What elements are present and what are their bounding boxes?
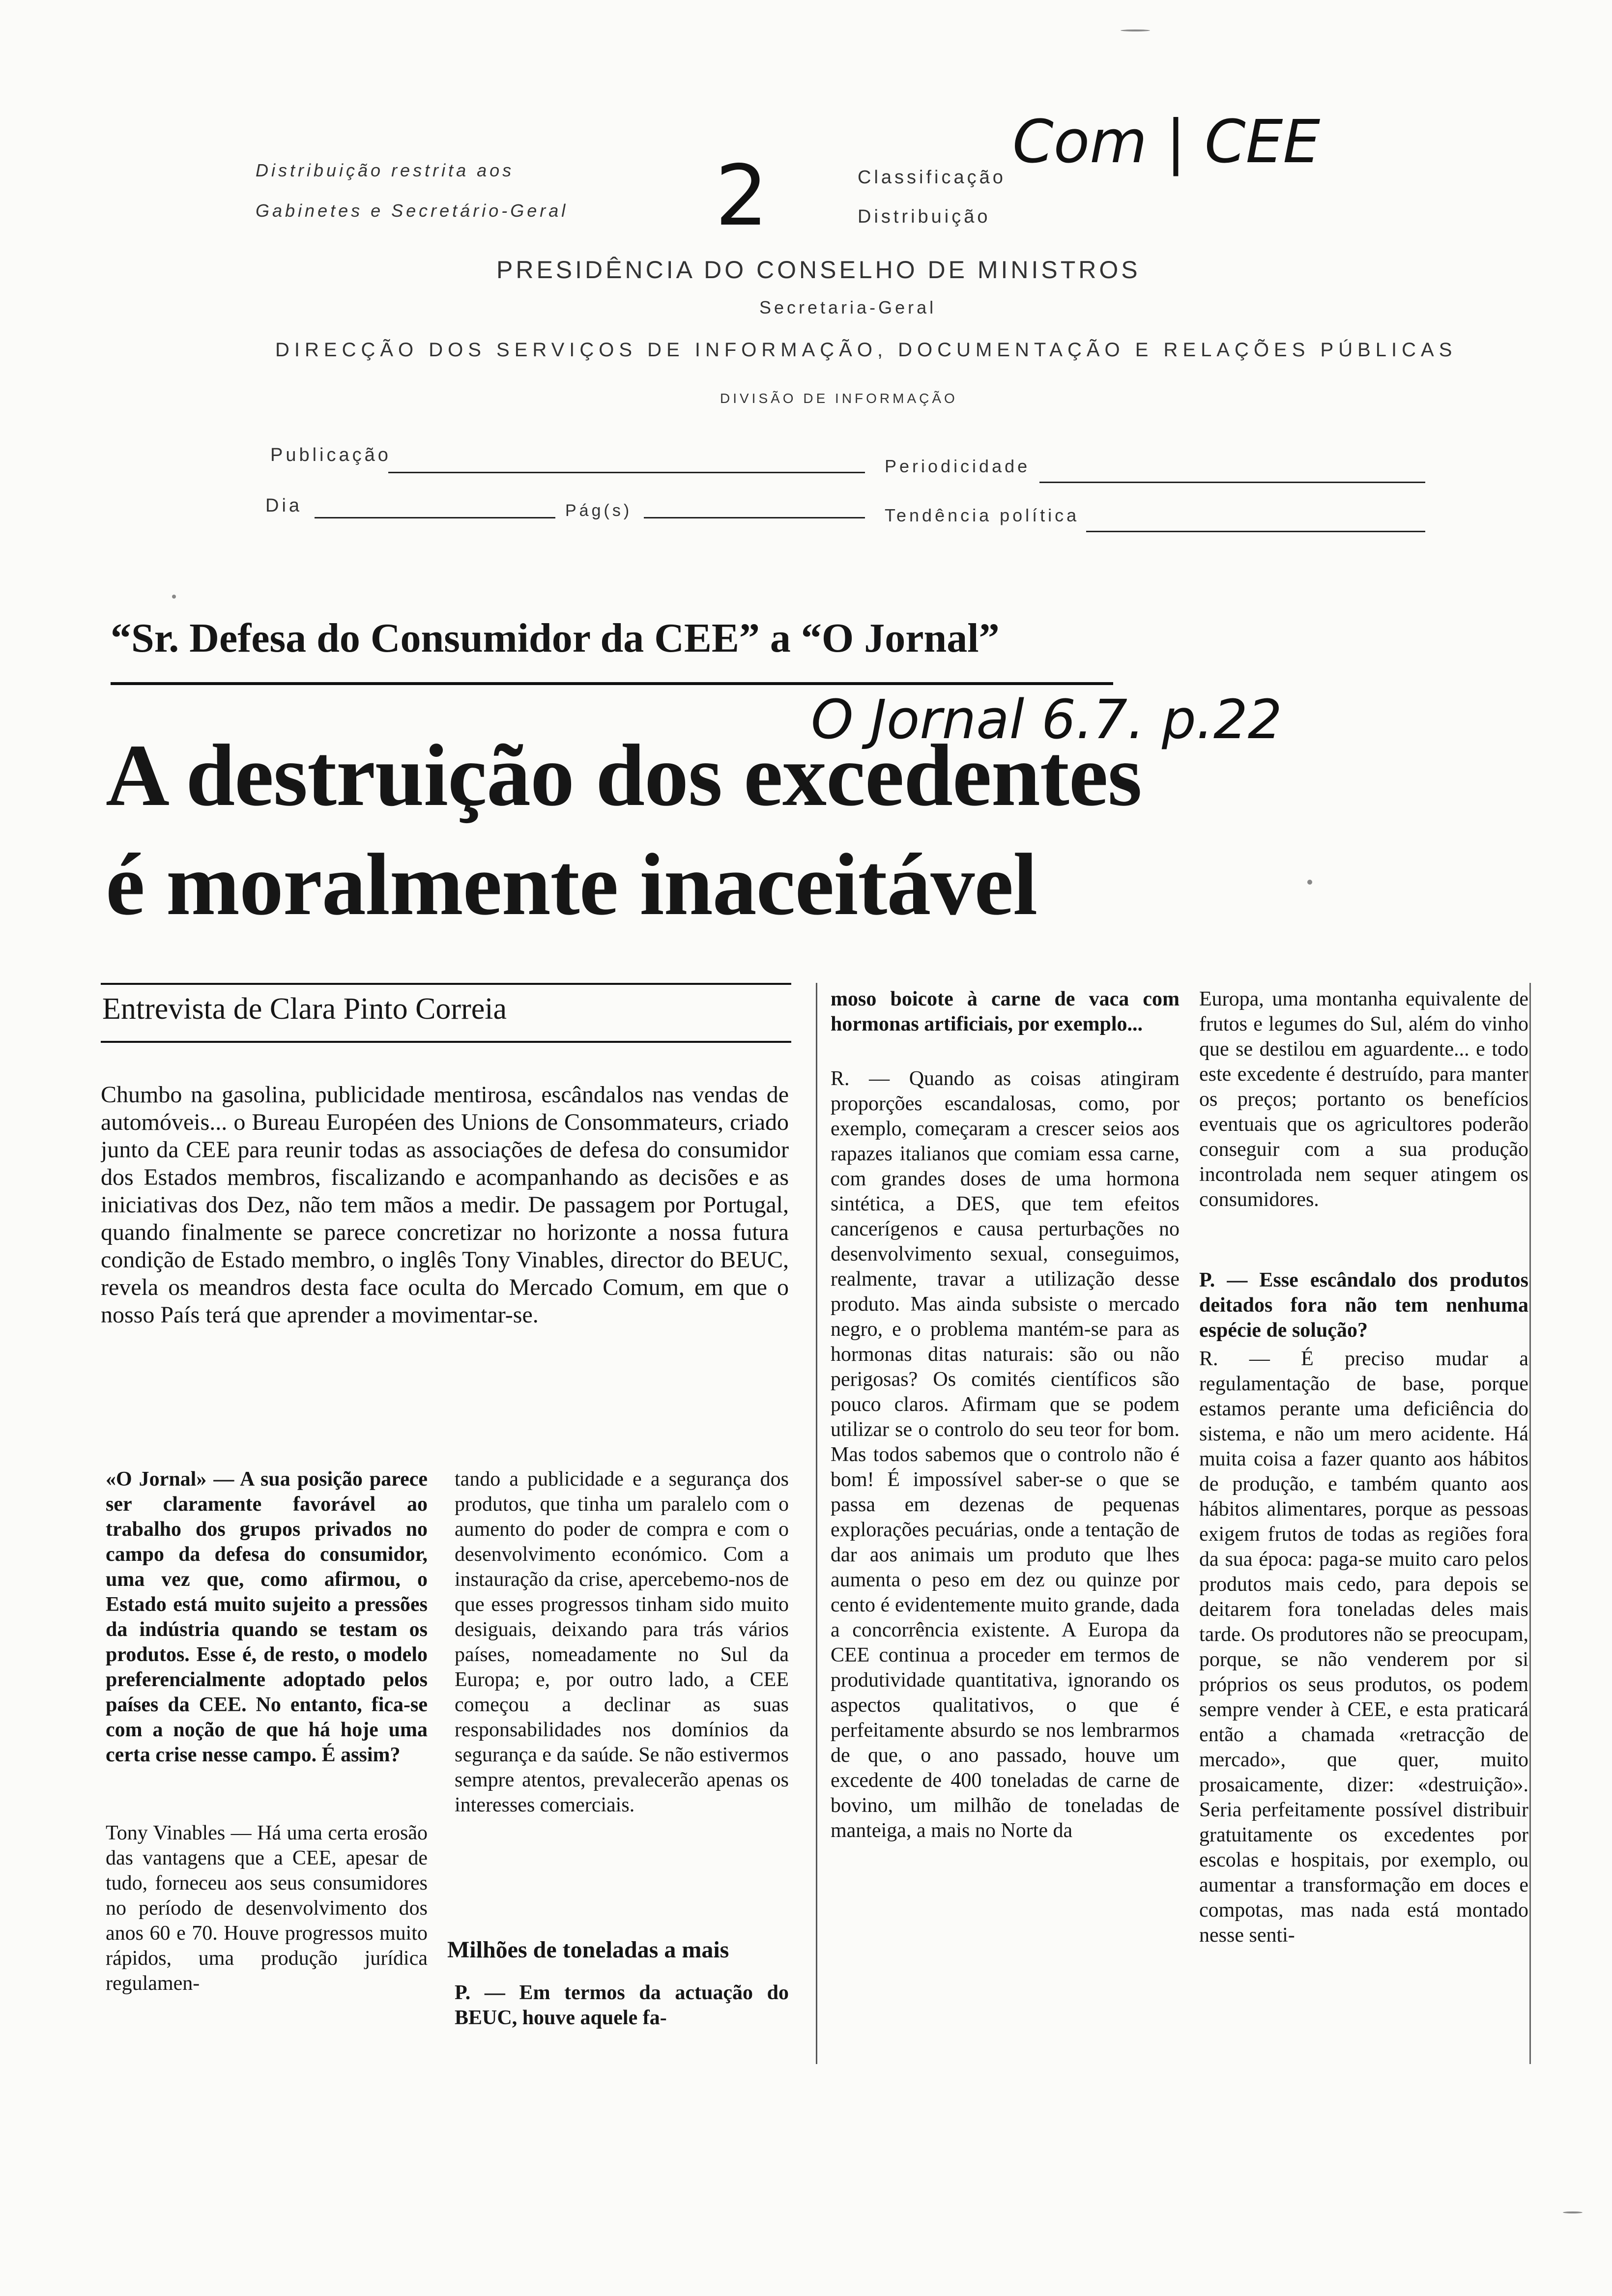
handwritten-classification: Com | CEE xyxy=(1012,108,1321,176)
article-lead: Chumbo na gasolina, publicidade mentirosa, escândalos nas vendas de automóveis... o Bureau Européen des Unions de Consommateurs, criado junto da CEE para reunir todas as associações de defesa do consumidor dos Estados membros, fiscalizando e acompanhando as decisões e as iniciativas dos Dez, não tem mãos a medir. De passagem por Portugal, quando finalmente se parece concretizar no horizonte a nossa futura condição de Estado membro, o inglês Tony Vinables, director do BEUC, revela os meandros desta face oculta do Mercado Comum, em que o nosso País terá que aprender a movimentar-se. xyxy=(101,1082,789,1328)
byline-top-rule xyxy=(101,983,791,985)
column3-answer: R. — Quando as coisas atingiram proporções escandalosas, como, por exemplo, começaram a crescer seios aos rapazes italianos que comiam essa carne, com grandes doses de uma hormona sintética, a DES, que tem efeitos cancerígenos e causa perturbações no desenvolvimento sexual, conseguimos, realmente, travar a utilização desse produto. Mas ainda subsiste o mercado negro, e o problema mantém-se para as hormonas ditas naturais: são ou não perigosas? Os comités científicos são pouco claros. Afirmam que se podem utilizar se o controlo do seu teor for bom. Mas todos sabemos que o controlo não é bom! É impossível saber-se o que se passa em dezenas de pequenas explorações pecuárias, onde a tentação de dar aos animais um produto que lhes aumenta o peso em dez ou quinze por cento é evidentemente muito grande, dada a concorrência existente. A Europa da CEE continua a proceder em termos de produtividade quantitativa, ignorando os aspectos qualitativos, o que é perfeitamente absurdo se nos lembrarmos de que, o ano passado, houve um excedente de 400 toneladas de carne de bovino, um milhão de toneladas de manteiga, a mais no Norte da xyxy=(831,1067,1180,1842)
headline-line1: A destruição dos excedentes xyxy=(106,726,1142,824)
classification-label: Classificação xyxy=(858,167,1006,188)
article-kicker: “Sr. Defesa do Consumidor da CEE” a “O Jornal” xyxy=(111,615,1000,661)
column4-text: Europa, uma montanha equivalente de frutos e legumes do Sul, além do vinho que se destilou em aguardente... e todo este excedente é destruído, para manter os preços; portanto os benefícios eventuais que os agricultores poderão conseguir com a sua produção incontrolada nem sequer atingem os consumidores. xyxy=(1199,988,1528,1211)
byline-bottom-rule xyxy=(101,1041,791,1043)
distribution-restricted-line2: Gabinetes e Secretário-Geral xyxy=(256,201,569,221)
publication-label: Publicação xyxy=(270,445,391,465)
column-divider xyxy=(816,983,817,2064)
day-label: Dia xyxy=(265,495,303,516)
column2-subhead: Milhões de toneladas a mais xyxy=(447,1937,729,1963)
direction-label: DIRECÇÃO DOS SERVIÇOS DE INFORMAÇÃO, DOCUMENTAÇÃO E RELAÇÕES PÚBLICAS xyxy=(275,339,1457,361)
handwritten-source-note: O Jornal 6.7. p.22 xyxy=(811,688,1282,751)
distribution-restricted-line1: Distribuição restrita aos xyxy=(256,160,515,180)
periodicity-label: Periodicidade xyxy=(885,456,1031,476)
column4-answer: R. — É preciso mudar a regulamentação de base, porque estamos perante uma deficiência do sistema, e não um mero acidente. Há muita coisa a fazer quanto aos hábitos de produção, e também quanto aos hábitos alimentares, porque as pessoas exigem frutos de todas as regiões fora da sua época: paga-se muito caro pelos produtos mais cedo, para depois se deitarem fora toneladas deles mais tarde. Os produtores não se preocupam, porque, se não venderem por si próprios os seus produtos, os podem sempre vender à CEE, e esta praticará então a chamada «retracção de mercado», que quer, muito prosaicamente, dizer: «destruição». Seria perfeitamente possível distribuir gratuitamente os excedentes por escolas e hospitais, por exemplo, ou aumentar a transformação em doces e compotas, mas nada está montado nesse senti- xyxy=(1199,1348,1528,1947)
column4-question: P. — Esse escândalo dos produtos deitados fora não tem nenhuma espécie de solução? xyxy=(1199,1269,1528,1342)
institution-title: PRESIDÊNCIA DO CONSELHO DE MINISTROS xyxy=(496,256,1141,284)
headline-line2: é moralmente inaceitável xyxy=(106,835,1037,933)
publication-field-line xyxy=(388,472,865,473)
scan-speck xyxy=(1121,29,1150,31)
pages-label: Pág(s) xyxy=(565,501,633,520)
column1-question: «O Jornal» — A sua posição parece ser claramente favorável ao trabalho dos grupos privados no campo da defesa do consumidor, uma vez que, como afirmou, o Estado está muito sujeito a pressões da indústria quando se testam os produtos. Esse é, de resto, o modelo preferencialmente adoptado pelos países da CEE. No entanto, fica-se com a noção de que há hoje uma certa crise nesse campo. É assim? xyxy=(106,1468,428,1766)
secretariat-label: Secretaria-Geral xyxy=(759,297,937,317)
handwritten-number: 2 xyxy=(715,147,769,245)
scan-speck xyxy=(172,595,176,599)
column2-question: P. — Em termos da actuação do BEUC, houve aquele fa- xyxy=(455,1981,789,2029)
scan-speck xyxy=(1307,880,1312,885)
distribution-label: Distribuição xyxy=(858,206,991,227)
scan-speck xyxy=(1563,2211,1583,2213)
byline: Entrevista de Clara Pinto Correia xyxy=(102,992,507,1026)
column2-text: tando a publicidade e a segurança dos produtos, que tinha um paralelo com o aumento do poder de compra e com o desenvolvimento económico. Com a instauração da crise, apercebemo-nos de que esses progressos tinham sido muito desiguais, deixando para trás vários países, nomeadamente no Sul da Europa; e, por outro lado, a CEE começou a declinar as suas responsabilidades nos domínios da segurança e da saúde. Se não estivermos sempre atentos, prevalecerão apenas os interesses comerciais. xyxy=(455,1468,789,1816)
periodicity-field-line xyxy=(1039,482,1425,483)
day-field-line xyxy=(315,517,555,518)
political-tendency-label: Tendência política xyxy=(885,505,1080,525)
clipping-right-edge xyxy=(1529,983,1531,2064)
political-tendency-field-line xyxy=(1086,531,1425,532)
kicker-underline xyxy=(111,682,1113,685)
pages-field-line xyxy=(644,517,865,518)
column3-question-continued: moso boicote à carne de vaca com hormonas artificiais, por exemplo... xyxy=(831,988,1180,1035)
division-label: DIVISÃO DE INFORMAÇÃO xyxy=(720,391,958,406)
column1-answer: Tony Vinables — Há uma certa erosão das vantagens que a CEE, apesar de tudo, forneceu aos seus consumidores no período de desenvolvimento dos anos 60 e 70. Houve progressos muito rápidos, uma produção jurídica regulamen- xyxy=(106,1822,428,1995)
